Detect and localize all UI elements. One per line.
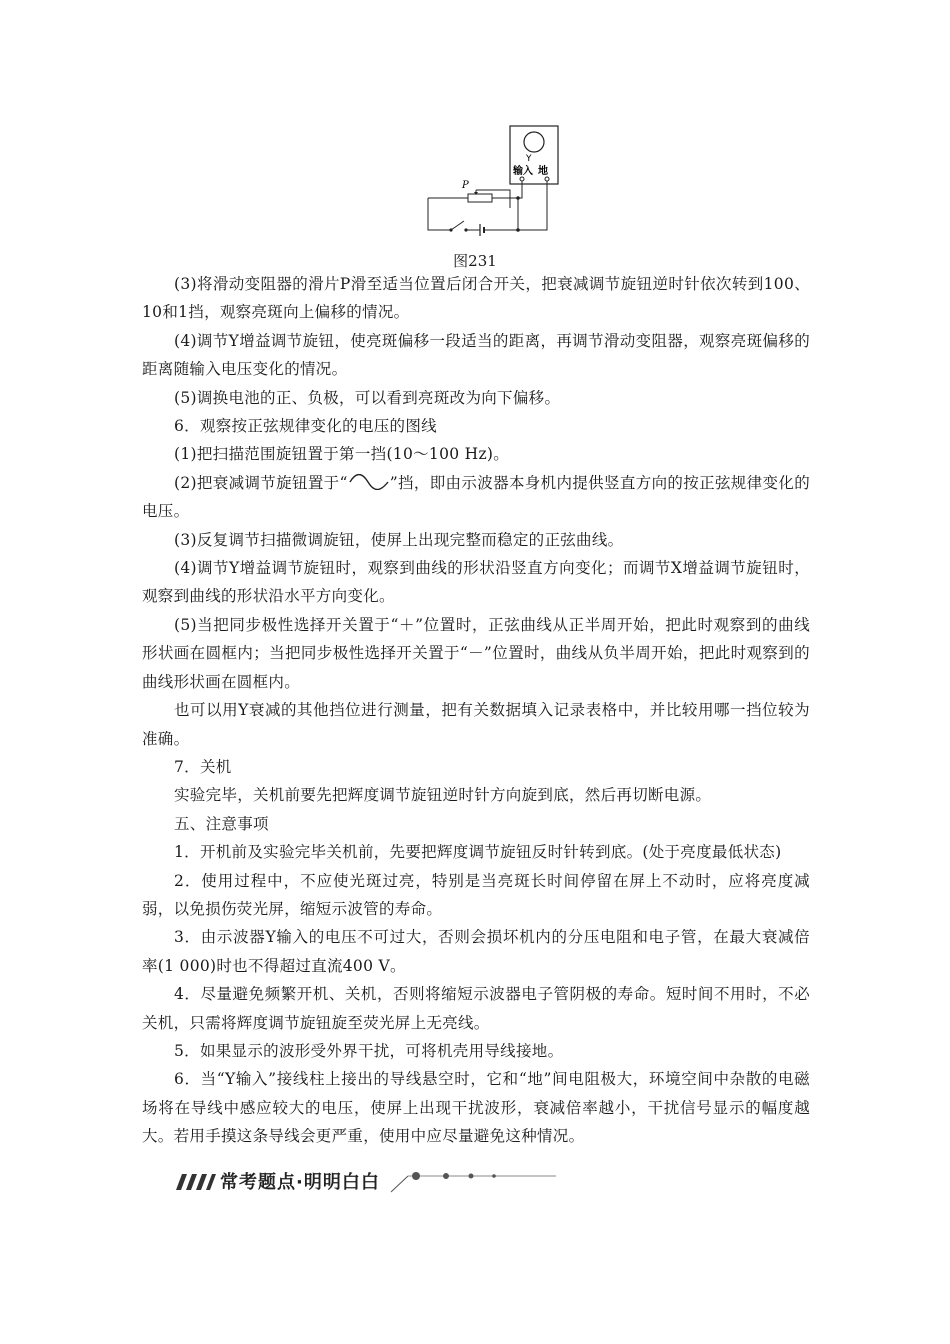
figure-caption: 图231 (453, 252, 497, 270)
label-y: Y (526, 154, 532, 164)
document-body (142, 270, 810, 1151)
paragraph: (4)调节Y增益调节旋钮时，观察到曲线的形状沿竖直方向变化；而调节X增益调节旋钮时，观察到曲线的形状沿水平方向变化。 (142, 559, 810, 606)
label-ground: 地 (538, 166, 548, 177)
circuit-diagram (410, 118, 570, 248)
banner-title: 常考题点·明明白白 (220, 1172, 380, 1193)
sine-wave-icon (348, 474, 390, 490)
section-heading: 五、注意事项 (174, 814, 269, 833)
banner-line (391, 1176, 408, 1192)
banner-dot (443, 1173, 449, 1179)
paragraph: (3)将滑动变阻器的滑片P滑至适当位置后闭合开关，把衰减调节旋钮逆时针依次转到100、10和1挡，观察亮斑向上偏移的情况。 (142, 275, 810, 322)
oscilloscope-screen (524, 132, 544, 152)
terminal-ground (545, 177, 549, 181)
label-input: 输入 (513, 166, 533, 177)
paragraph: (5)当把同步极性选择开关置于“＋”位置时，正弦曲线从正半周开始，把此时观察到的曲线形状画在圆框内；当把同步极性选择开关置于“－”位置时，曲线从负半周开始，把此时观察到的曲线形状画在圆框内。 (142, 615, 810, 691)
wire-right (492, 198, 518, 230)
paragraph: 实验完毕，关机前要先把辉度调节旋钮逆时针方向旋到底，然后再切断电源。 (174, 786, 712, 805)
sine-text-after: ”挡，即由示波器本身机内提供竖直方向的按正弦规律变化的电压。 (142, 473, 810, 521)
switch-blade (451, 221, 464, 230)
paragraph: 5．如果显示的波形受外界干扰，可将机壳用导线接地。 (174, 1041, 564, 1060)
paragraph: 1．开机前及实验完毕关机前，先要把辉度调节旋钮反时针转到底。(处于亮度最低状态) (174, 843, 782, 862)
paragraph: 4．尽量避免频繁开机、关机，否则将缩短示波器电子管阴极的寿命。短时间不用时，不必关机，只需将辉度调节旋钮旋至荧光屏上无亮线。 (142, 985, 810, 1032)
paragraph: (5)调换电池的正、负极，可以看到亮斑改为向下偏移。 (174, 388, 561, 407)
banner-stripe (176, 1174, 187, 1190)
banner-stripe (186, 1174, 197, 1190)
paragraph: 6．当“Y输入”接线柱上接出的导线悬空时，它和“地”间电阻极大，环境空间中杂散的电磁场将在导线中感应较大的电压，使屏上出现干扰波形，衰减倍率越小，干扰信号显示的幅度越大。若用手摸这条导线会更严重，使用中应尽量避免这种情况。 (142, 1070, 810, 1146)
banner-stripe (206, 1174, 216, 1190)
paragraph: (1)把扫描范围旋钮置于第一挡(10～100 Hz)。 (174, 445, 510, 464)
paragraph: (3)反复调节扫描微调旋钮，使屏上出现完整而稳定的正弦曲线。 (174, 530, 624, 549)
paragraph: (4)调节Y增益调节旋钮，使亮斑偏移一段适当的距离，再调节滑动变阻器，观察亮斑偏移的距离随输入电压变化的情况。 (142, 331, 810, 379)
terminal-input (520, 177, 524, 181)
banner-dot (412, 1172, 420, 1180)
junction-dot (516, 196, 520, 200)
rheostat (468, 194, 492, 202)
paragraph: 也可以用Y衰减的其他挡位进行测量，把有关数据填入记录表格中，并比较用哪一挡位较为准确。 (142, 701, 810, 748)
section-heading: 7．关机 (174, 757, 232, 776)
wire-input (510, 181, 522, 208)
banner-dot (469, 1174, 474, 1179)
sine-text-before: (2)把衰减调节旋钮置于“ (174, 473, 348, 492)
wire-left (428, 198, 450, 230)
paragraph: 2．使用过程中，不应使光斑过亮，特别是当亮斑长时间停留在屏上不动时，应将亮度减弱，以免损伤荧光屏，缩短示波管的寿命。 (142, 871, 810, 918)
banner-stripe (196, 1174, 207, 1190)
banner-dot (492, 1174, 496, 1178)
label-p: P (462, 180, 469, 191)
paragraph-sine (142, 469, 810, 526)
section-heading: 6．观察按正弦规律变化的电压的图线 (174, 417, 437, 436)
paragraph: 3．由示波器Y输入的电压不可过大，否则会损坏机内的分压电阻和电子管，在最大衰减倍率(1 000)时也不得超过直流400 V。 (142, 928, 810, 975)
